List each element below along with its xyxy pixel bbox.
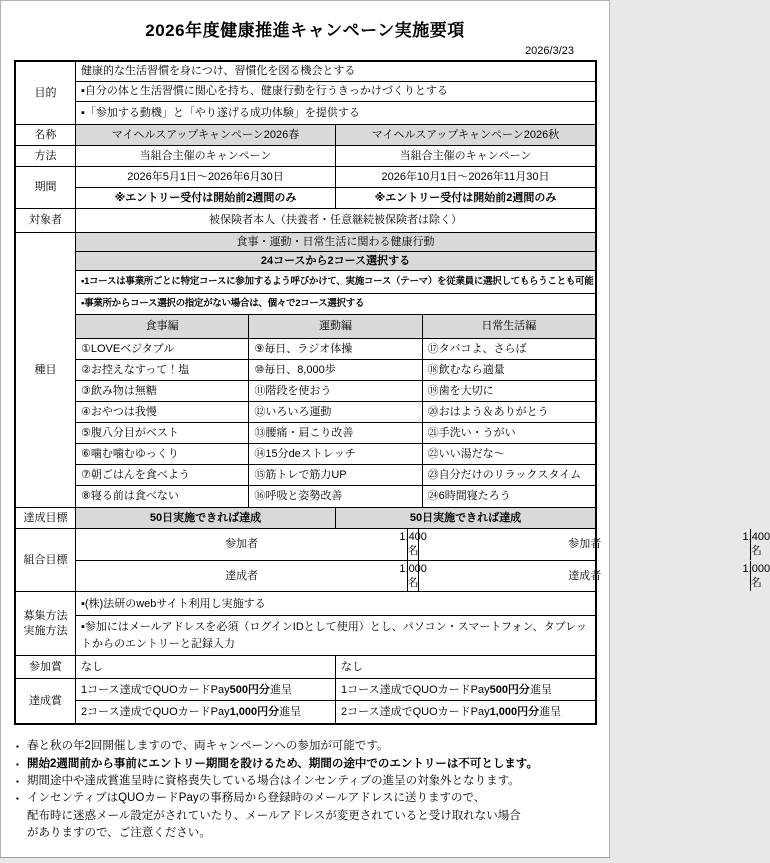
footnotes (16, 738, 595, 842)
period-note-autumn: ※エントリー受付は開始前2週間のみ (374, 191, 557, 204)
course-item: ①LOVEベジタブル (76, 339, 249, 359)
square-bullet-icon: ▪ (16, 742, 19, 752)
period-autumn: 2026年10月1日～2026年11月30日 (381, 170, 550, 183)
prize-text: 進呈 (539, 706, 562, 719)
recruit-line: ▪参加にはメールアドレスを必須（ログインIDとして使用）とし、パソコン・スマートフォン、タブレットからのエントリーと記録入力 (81, 621, 588, 650)
period-note-spring: ※エントリー受付は開始前2週間のみ (76, 188, 336, 208)
page-title: 2026年度健康推進キャンペーン実施要項 (145, 21, 465, 40)
prize-text: 1コース達成でQUOカードPay (341, 683, 490, 696)
footnote-text: インセンティブはQUOカードPayの事務局から登録時のメールアドレスに送りますので、 (27, 792, 486, 805)
prize-amount: 500円分 (229, 683, 270, 696)
footnote-line (16, 825, 595, 842)
period-label: 期間 (16, 167, 76, 208)
footnote-text: 配布時に迷惑メール設定がされていたり、メールアドレスが変更されていると受け取れない場合 (27, 809, 521, 822)
document-date: 2026/3/23 (525, 45, 574, 57)
course-item: ⑯呼吸と姿勢改善 (249, 486, 422, 507)
course-item: ⑦朝ごはんを食べよう (76, 465, 249, 485)
method-autumn: 当組合主催のキャンペーン (399, 149, 532, 162)
course-item: ⑬腰痛・肩こり改善 (249, 423, 422, 443)
campaign-table (14, 60, 770, 725)
section-recruit-method (16, 592, 595, 656)
achievement-prize-autumn-row2 (336, 701, 595, 723)
method-spring: 当組合主催のキャンペーン (76, 146, 336, 166)
prize-text: 進呈 (269, 683, 292, 696)
course-column-header-exercise: 運動編 (249, 315, 422, 338)
course-item: ㉔6時間寝たろう (427, 490, 511, 503)
course-item: ⑤腹八分目がベスト (76, 423, 249, 443)
target-label: 対象者 (16, 209, 76, 232)
footnote-text: 春と秋の年2回開催しますので、両キャンペーンへの参加が可能です。 (27, 740, 389, 753)
square-bullet-icon: ▪ (16, 777, 19, 786)
prize-amount: 1,000円分 (489, 706, 540, 719)
course-item: ⑳おはよう＆ありがとう (427, 405, 549, 418)
section-participation-prize (16, 656, 595, 679)
category-note: ▪事業所からコース選択の指定がない場合は、個々で2コース選択する (81, 297, 365, 309)
course-item: ⑰タバコよ、さらば (427, 342, 527, 355)
prize-amount: 500円分 (489, 683, 530, 696)
category-scope: 食事・運動・日常生活に関わる健康行動 (76, 233, 595, 251)
footnote-text: 期間途中や達成賞進呈時に資格喪失している場合はインセンティブの進呈の対象外となります。 (27, 775, 520, 787)
section-name (16, 125, 595, 146)
union-goal-item: 達成者 (419, 561, 751, 592)
category-selection: 24コースから2コース選択する (76, 252, 595, 270)
union-goal-item: 参加者 (419, 529, 751, 560)
course-item: ②お控えなすって！塩 (76, 360, 249, 380)
campaign-name-autumn: マイヘルスアップキャンペーン2026秋 (336, 125, 595, 145)
union-goal-item: 達成者 (76, 561, 408, 592)
course-item: ⑮筋トレで筋力UP (249, 465, 422, 485)
goal-spring: 50日実施できれば達成 (76, 508, 336, 528)
participation-prize-autumn: なし (341, 661, 363, 674)
prize-text: 1コース達成でQUOカードPay (81, 683, 230, 696)
category-label: 種目 (16, 233, 76, 507)
course-item: ⑭15分deストレッチ (249, 444, 422, 464)
union-goal-value: 1,400名 (408, 529, 419, 560)
achievement-prize-label: 達成賞 (16, 679, 76, 723)
category-note: ▪1コースは事業所ごとに特定コースに参加するよう呼びかけて、実施コース（テーマ）を従業員に選択してもらうことも可能 (81, 275, 594, 287)
section-method (16, 146, 595, 167)
section-purpose (16, 62, 595, 125)
goal-autumn: 50日実施できれば達成 (336, 508, 595, 528)
recruit-line: ▪(株)法研のwebサイト利用し実施する (81, 597, 266, 610)
section-union-goal (16, 529, 770, 592)
prize-text: 2コース達成でQUOカードPay (341, 706, 490, 719)
prize-text: 2コース達成でQUOカードPay (81, 706, 230, 719)
method-label: 方法 (16, 146, 76, 166)
course-item: ⑩毎日、8,000歩 (249, 360, 422, 380)
course-item: ③飲み物は無糖 (76, 381, 249, 401)
square-bullet-icon: ▪ (16, 759, 19, 769)
recruit-label-line: 募集方法 (23, 609, 68, 622)
prize-text: 進呈 (279, 706, 302, 719)
course-column-header-daily: 日常生活編 (423, 315, 595, 338)
course-item: ⑱飲むなら適量 (427, 363, 505, 376)
course-item: ㉓自分だけのリラックスタイム (427, 468, 582, 481)
name-label: 名称 (16, 125, 76, 145)
course-item: ㉒いい湯だな～ (427, 447, 505, 460)
purpose-label: 目的 (16, 62, 76, 124)
achievement-prize-autumn-row1 (336, 679, 595, 700)
goal-label: 達成目標 (16, 508, 76, 528)
course-item: ㉑手洗い・うがい (427, 426, 516, 439)
achievement-prize-spring-row1 (76, 679, 336, 700)
course-column-header-meal: 食事編 (76, 315, 249, 338)
participation-prize-spring: なし (76, 656, 336, 678)
union-goal-value: 1,000名 (408, 561, 419, 592)
period-spring: 2026年5月1日～2026年6月30日 (76, 167, 336, 187)
section-period (16, 167, 595, 209)
footnote-line (16, 808, 595, 825)
section-goal (16, 508, 595, 529)
footnote-line (16, 790, 595, 807)
course-item: ⑥噛む噛むゆっくり (76, 444, 249, 464)
course-item: ⑪階段を使おう (249, 381, 422, 401)
prize-amount: 1,000円分 (229, 706, 280, 719)
section-category (16, 233, 595, 508)
section-achievement-prize (16, 679, 595, 723)
campaign-name-spring: マイヘルスアップキャンペーン2026春 (76, 125, 336, 145)
course-item: ⑧寝る前は食べない (76, 486, 249, 507)
prize-text: 進呈 (529, 683, 552, 696)
footnote-line (16, 756, 595, 773)
recruit-label-line: 実施方法 (23, 624, 68, 637)
course-item: ⑨毎日、ラジオ体操 (249, 339, 422, 359)
footnote-text: がありますので、ご注意ください。 (27, 827, 211, 840)
target-value: 被保険者本人（扶養者・任意継続被保険者は除く） (209, 214, 462, 227)
recruit-method-label (16, 592, 76, 655)
achievement-prize-spring-row2 (76, 701, 336, 723)
union-goal-value: 1,000名 (742, 562, 770, 589)
course-item: ⑲歯を大切に (427, 384, 494, 397)
section-target (16, 209, 595, 233)
union-goal-label: 組合目標 (16, 529, 76, 591)
footnote-line (16, 738, 595, 755)
footnote-line (16, 773, 595, 790)
footnote-text: 開始2週間前から事前にエントリー期間を設けるため、期間の途中でのエントリーは不可とします。 (27, 757, 539, 770)
union-goal-value: 1,400名 (742, 531, 770, 558)
purpose-line: ▪自分の体と生活習慣に関心を持ち、健康行動を行うきっかけづくりとする (81, 85, 448, 98)
participation-prize-label: 参加賞 (16, 656, 76, 678)
course-item: ④おやつは我慢 (76, 402, 249, 422)
course-item: ⑫いろいろ運動 (249, 402, 422, 422)
square-bullet-icon: ▪ (16, 794, 19, 804)
union-goal-item: 参加者 (76, 529, 408, 560)
purpose-line: 健康的な生活習慣を身につけ、習慣化を図る機会とする (81, 65, 356, 78)
purpose-line: ▪「参加する動機」と「やり遂げる成功体験」を提供する (81, 106, 360, 119)
